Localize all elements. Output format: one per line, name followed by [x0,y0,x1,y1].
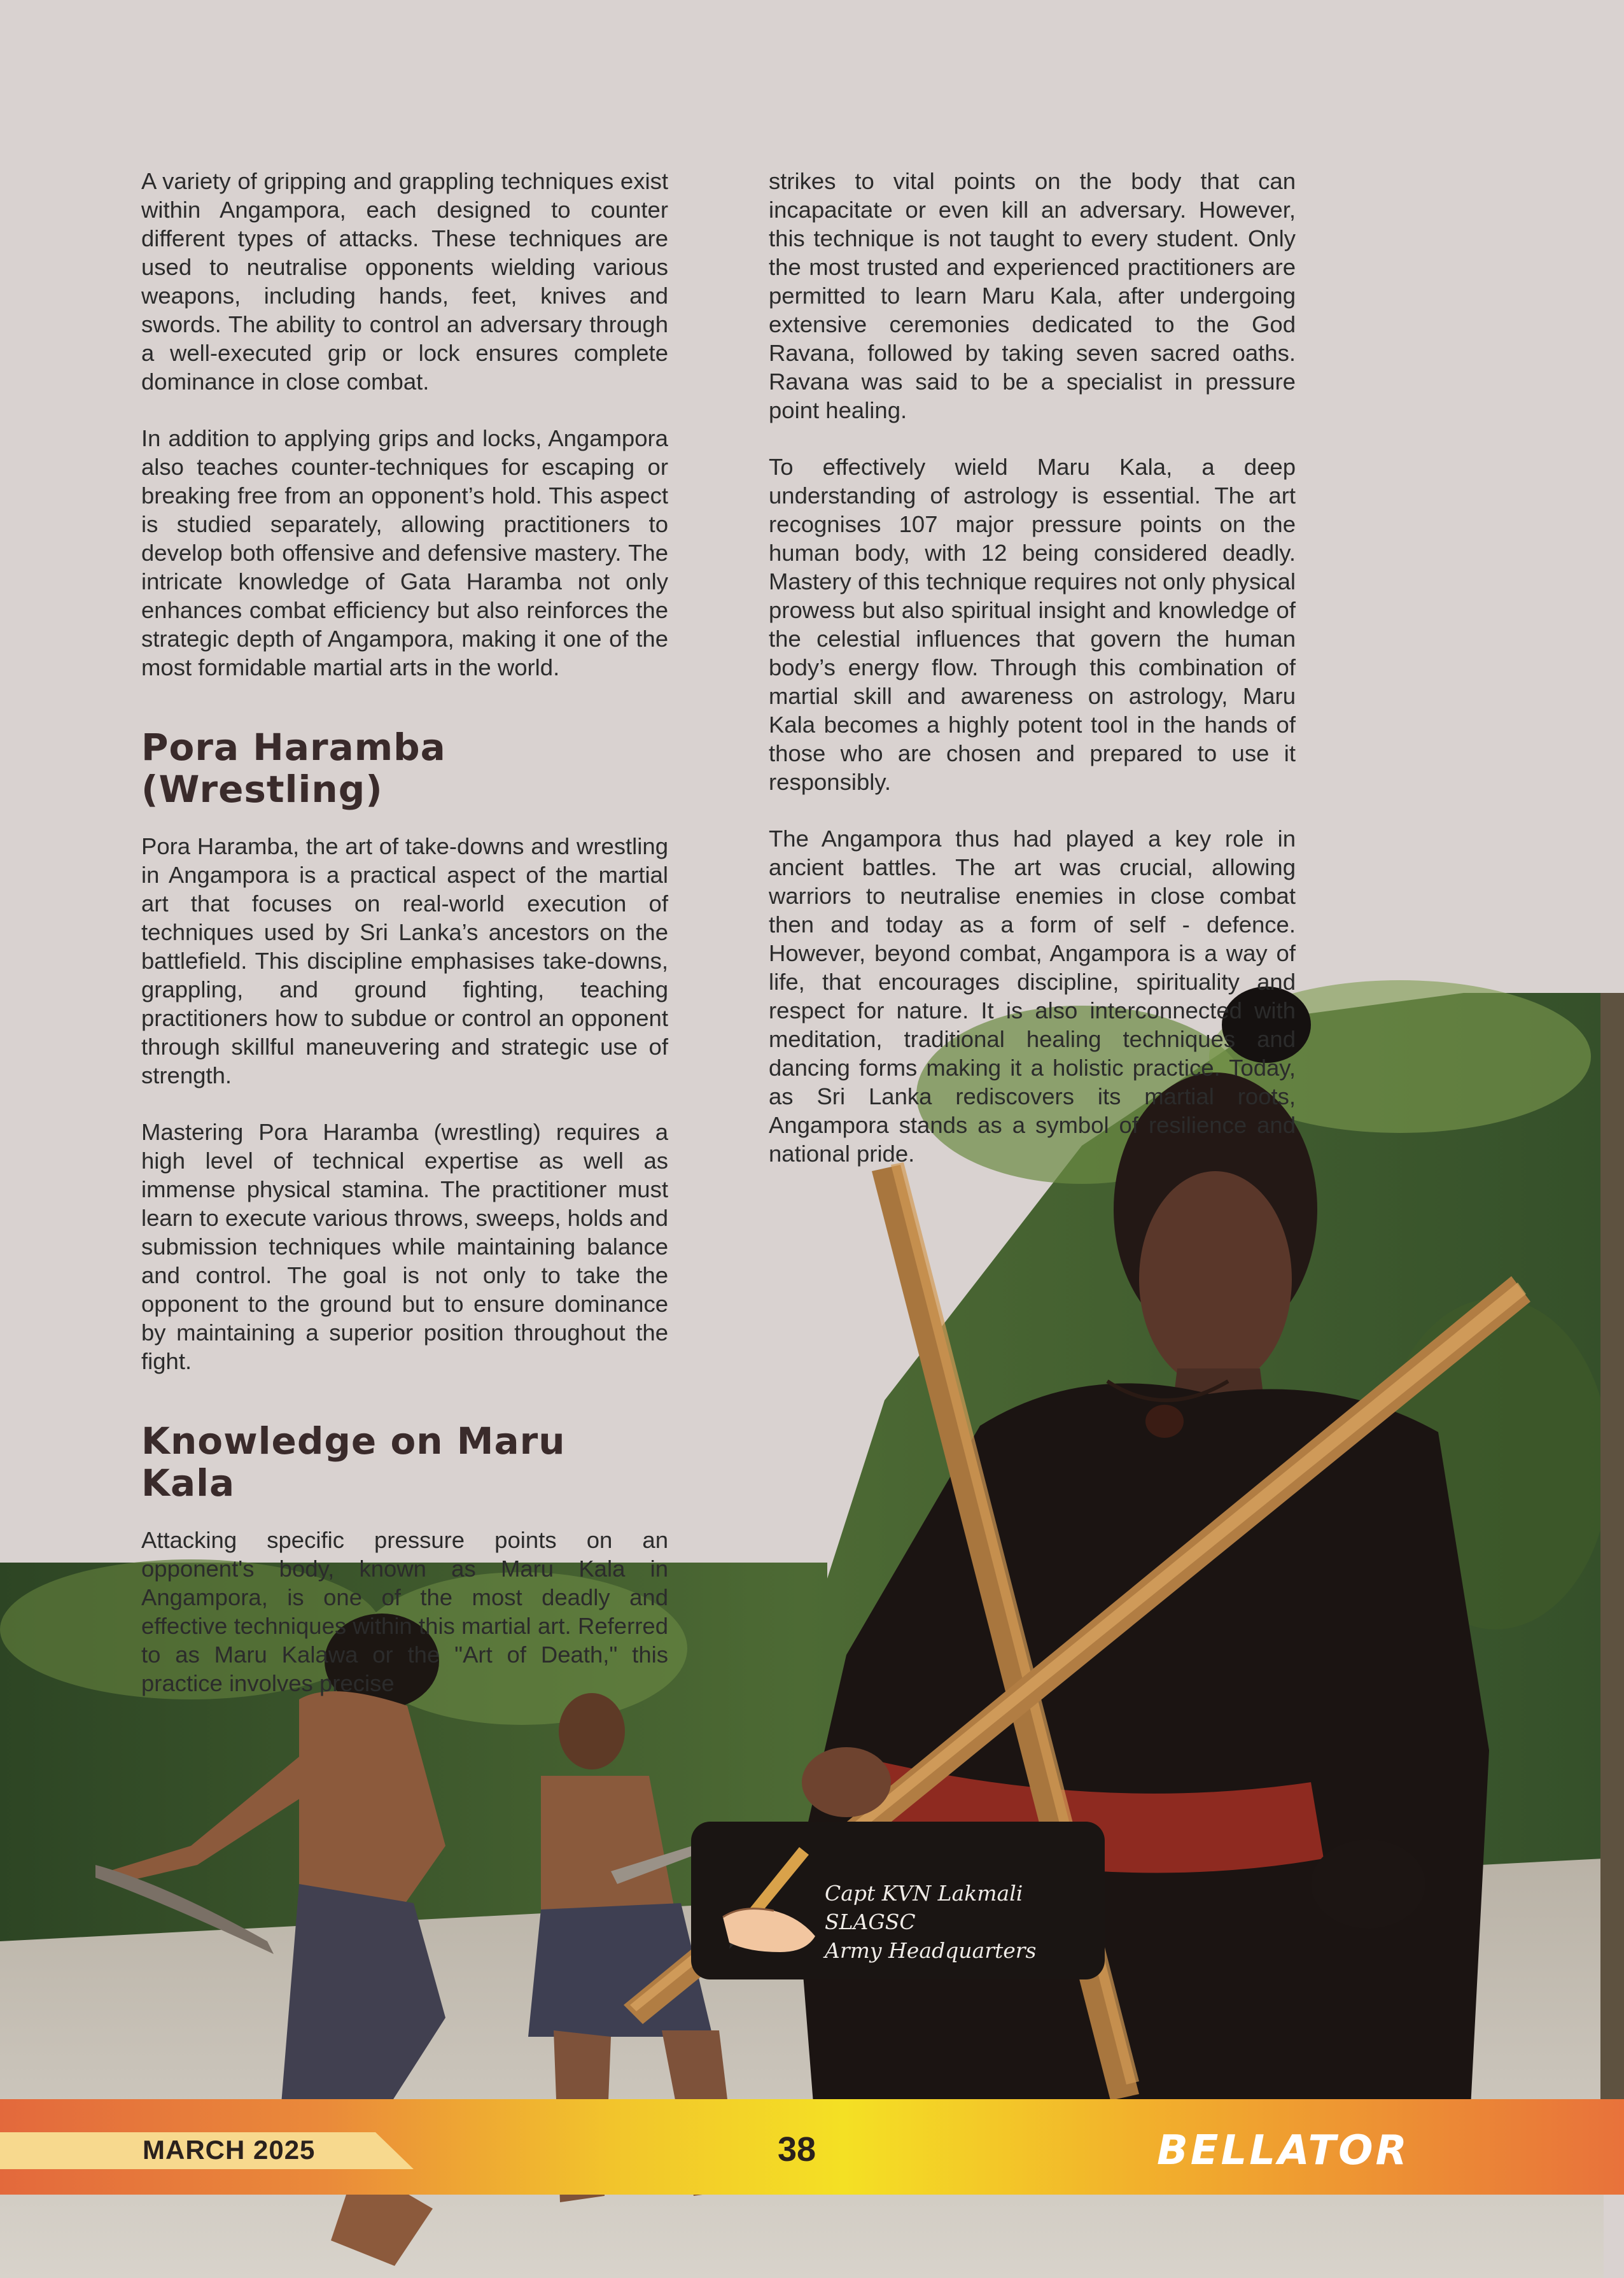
pen-in-hand-icon [704,1841,831,1962]
right-paragraph-2: To effectively wield Maru Kala, a deep understanding of astrology is essential. The art recognises 107 major pressure points on the human body, with 12 being considered deadly. Mastery of this technique requires not only physical prowess but also spiritual insight and knowledge of the celestial influences that govern the human body’s energy flow. Through this combination of martial skill and awareness on astrology, Maru Kala becomes a highly potent tool in the hands of those who are chosen and prepared to use it responsibly. [769,454,1296,795]
magazine-logo: BELLATOR [1157,2127,1410,2174]
author-caption [691,1822,1105,1979]
issue-date: MARCH 2025 [143,2135,316,2165]
left-column [141,167,668,1726]
page-number: 38 [778,2130,816,2169]
right-paragraph-1: strikes to vital points on the body that can incapacitate or even kill an adversary. However, this technique is not taught to every student. Only the most trusted and experienced practitioners are permitted to learn Maru Kala, after undergoing extensive ceremonies dedicated to the God Ravana, followed by taking seven sacred oaths. Ravana was said to be a specialist in pressure point healing. [769,168,1296,423]
author-unit: Army Headquarters [825,1938,1037,1963]
left-paragraph-1: A variety of gripping and grappling techniques exist within Angampora, each designed to counter different types of attacks. These techniques are used to neutralise opponents wielding various weapons, including hands, feet, knives and swords. The ability to control an adversary through a well-executed grip or lock ensures complete dominance in close combat. [141,168,668,395]
section-heading-pora-haramba: Pora Haramba (Wrestling) [141,726,446,811]
right-column [769,167,1296,1196]
section-heading-maru-kala: Knowledge on Maru Kala [141,1419,566,1505]
left-paragraph-3: Pora Haramba, the art of take-downs and wrestling in Angampora is a practical aspect of the martial art that focuses on real-world execution of techniques used by Sri Lanka’s ancestors on the battlefield. This discipline emphasises take-downs, grappling, and ground fighting, teaching practitioners how to subdue or control an opponent through skillful maneuvering and strategic use of strength. [141,833,668,1088]
author-name: Capt KVN Lakmali SLAGSC [825,1881,1023,1934]
left-paragraph-2: In addition to applying grips and locks, Angampora also teaches counter-techniques for escaping or breaking free from an opponent’s hold. This aspect is studied separately, allowing practitioners to develop both offensive and defensive mastery. The intricate knowledge of Gata Haramba not only enhances combat efficiency but also reinforces the strategic depth of Angampora, making it one of the most formidable martial arts in the world. [141,425,668,680]
left-paragraph-4: Mastering Pora Haramba (wrestling) requires a high level of technical expertise as well as immense physical stamina. The practitioner must learn to execute various throws, sweeps, holds and submission techniques while maintaining balance and control. The goal is not only to take the opponent to the ground but to ensure dominance by maintaining a superior position throughout the fight. [141,1119,668,1374]
left-paragraph-5: Attacking specific pressure points on an opponent's body, known as Maru Kala in Angampora, is one of the most deadly and effective techniques within this martial art. Referred to as Maru Kalawa or the "Art of Death," this practice involves precise [141,1527,668,1696]
right-paragraph-3: The Angampora thus had played a key role in ancient battles. The art was crucial, allowing warriors to neutralise enemies in close combat then and today as a form of self - defence. However, beyond combat, Angampora is a way of life, that encourages discipline, spirituality and respect for nature. It is also interconnected with meditation, traditional healing techniques and dancing forms making it a holistic practice. Today, as Sri Lanka rediscovers its martial roots, Angampora stands as a symbol of resilience and national pride. [769,826,1296,1167]
page-footer [0,2099,1624,2195]
